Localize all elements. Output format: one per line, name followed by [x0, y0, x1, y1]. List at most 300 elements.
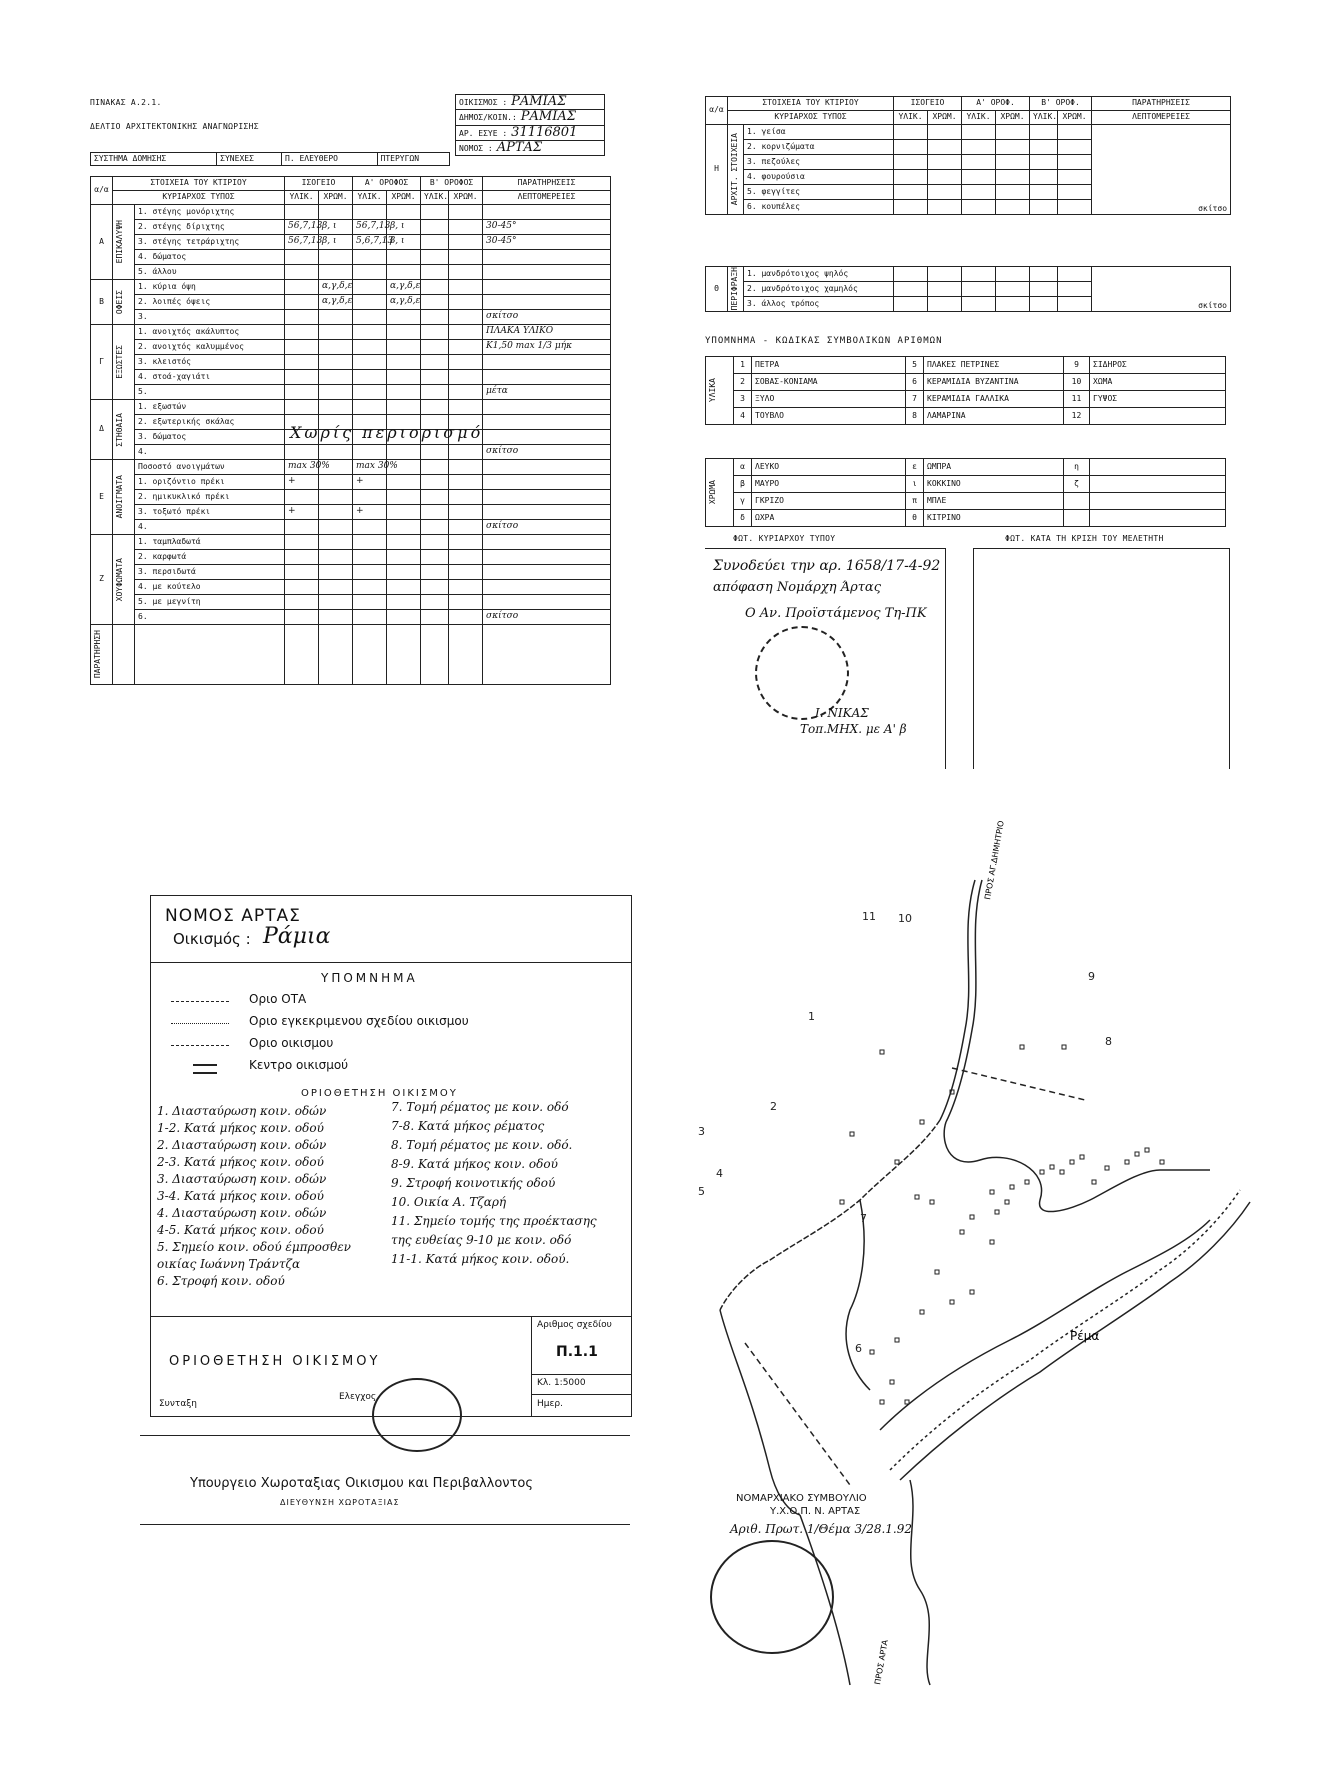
legend-text: ΜΑΥΡΟ	[752, 476, 906, 493]
row-value: Κ1,50 max 1/3 μήκ	[483, 340, 611, 355]
colors-legend	[705, 458, 1226, 527]
row-value	[483, 415, 611, 430]
form-title: ΔΕΛΤΙΟ ΑΡΧΙΤΕΚΤΟΝΙΚΗΣ ΑΝΑΓΝΩΡΙΣΗΣ	[90, 122, 259, 131]
row-value	[285, 490, 319, 505]
table-row	[91, 355, 611, 370]
row-value	[285, 400, 319, 415]
boundary-point-7: 7	[860, 1212, 867, 1225]
row-label: 3.	[135, 310, 285, 325]
row-value: α,γ,δ,ε	[319, 295, 353, 310]
info-label: ΔΗΜΟΣ/ΚΟΙΝ.:	[459, 113, 517, 123]
section-group-label: ΟΦΕΙΣ	[115, 289, 124, 315]
row-value	[421, 445, 449, 460]
info-row	[456, 140, 605, 155]
legend-code: 8	[906, 408, 924, 425]
delimitation-item: 6. Στροφή κοιν. οδού	[157, 1274, 285, 1288]
row-value: 56,7,13	[353, 220, 387, 235]
row-value	[353, 295, 387, 310]
legend-text: ΚΕΡΑΜΙΔΙΑ ΒΥΖΑΝΤΙΝΑ	[924, 374, 1064, 391]
table-row	[91, 280, 611, 295]
legend-text: ΚΙΤΡΙΝΟ	[924, 510, 1064, 527]
row-value	[421, 370, 449, 385]
row-value	[449, 265, 483, 280]
row-value	[319, 265, 353, 280]
info-value: 31116801	[511, 124, 578, 140]
table-row	[91, 295, 611, 310]
row-value	[285, 535, 319, 550]
row-value	[421, 250, 449, 265]
empty-cell	[962, 170, 996, 185]
row-label: 3. περσιδωτά	[135, 565, 285, 580]
row-value	[319, 490, 353, 505]
row-value	[387, 595, 421, 610]
house-mark	[1092, 1180, 1096, 1184]
row-value	[421, 325, 449, 340]
row-value: β, ι	[387, 220, 421, 235]
table-row	[91, 385, 611, 400]
table-row	[91, 460, 611, 475]
section-group	[113, 205, 135, 280]
road-bottom-label: ΠΡΟΣ ΑΡΤΑ	[873, 1639, 890, 1686]
row-value	[353, 370, 387, 385]
boundary-point-6: 6	[855, 1342, 862, 1355]
row-value: +	[353, 505, 387, 520]
row-value	[285, 610, 319, 625]
row-value	[421, 490, 449, 505]
legend-group-label: ΧΡΩΜΑ	[708, 480, 717, 505]
ministry-box	[140, 1435, 630, 1525]
oikismos-value: Ράμια	[263, 924, 331, 949]
delimitation-item: 3. Διασταύρωση κοιν. οδών	[157, 1172, 327, 1186]
empty-cell	[1030, 155, 1058, 170]
row-value: μέτα	[483, 385, 611, 400]
delimitation-item: 5. Σημείο κοιν. οδού έμπροσθεν	[157, 1240, 351, 1254]
empty-cell	[1058, 267, 1092, 282]
empty-cell	[996, 200, 1030, 215]
row-value	[319, 205, 353, 220]
footer-divider	[151, 1316, 631, 1317]
empty-cell	[113, 625, 135, 685]
row-value	[387, 340, 421, 355]
row-value	[483, 595, 611, 610]
empty-cell	[928, 200, 962, 215]
subcol: ΛΕΠΤΟΜΕΡΕΙΕΣ	[483, 191, 611, 205]
row-value	[449, 520, 483, 535]
empty-cell	[1030, 140, 1058, 155]
row-label: 3. τοξωτό πρέκι	[135, 505, 285, 520]
row-label: 3. άλλος τρόπος	[744, 297, 894, 312]
empty-cell	[1030, 282, 1058, 297]
row-value	[483, 370, 611, 385]
row-value	[449, 610, 483, 625]
row-value	[449, 550, 483, 565]
protocol-number: Αριθ. Πρωτ. 1/Θέμα 3/28.1.92	[730, 1522, 913, 1536]
legend-row	[706, 459, 1226, 476]
row-label: 4.	[135, 445, 285, 460]
row-value: β, ι	[319, 235, 353, 250]
subcol: ΧΡΩΜ.	[449, 191, 483, 205]
house-mark	[850, 1132, 854, 1136]
row-value	[319, 310, 353, 325]
row-label: Ποσοστό ανοιγμάτων	[135, 460, 285, 475]
table-row	[91, 340, 611, 355]
table-row	[91, 205, 611, 220]
legend-group	[706, 357, 734, 425]
legend-title: ΥΠΟΜΝΗΜΑ	[321, 971, 418, 985]
legend-approved: Οριο εγκεκριμενου σχεδίου οικισμου	[249, 1014, 469, 1028]
row-value	[387, 265, 421, 280]
row-value	[353, 325, 387, 340]
row-value	[353, 445, 387, 460]
table-row	[91, 520, 611, 535]
row-value	[285, 295, 319, 310]
legend-text: ΛΕΥΚΟ	[752, 459, 906, 476]
subcol: ΥΛΙΚ.	[421, 191, 449, 205]
house-mark	[920, 1120, 924, 1124]
boundary-point-1: 1	[808, 1010, 815, 1023]
legend-code: θ	[906, 510, 924, 527]
row-label: 1. ανοιχτός ακάλυπτος	[135, 325, 285, 340]
footer-hline	[531, 1374, 631, 1375]
empty-cell	[996, 185, 1030, 200]
row-value	[387, 580, 421, 595]
section-group-label: ΧΟΥΦΩΜΑΤΑ	[115, 557, 124, 602]
legend-code: 10	[1064, 374, 1090, 391]
boundary-point-11: 11	[862, 910, 876, 923]
table-row	[91, 310, 611, 325]
row-label: 1. κύρια όψη	[135, 280, 285, 295]
subcol: ΧΡΩΜ.	[387, 191, 421, 205]
table-row	[91, 265, 611, 280]
empty-cell	[928, 170, 962, 185]
delimitation-title: ΟΡΙΟΘΕΤΗΣΗ ΟΙΚΙΣΜΟΥ	[301, 1088, 458, 1099]
row-value	[353, 265, 387, 280]
row-value	[285, 265, 319, 280]
empty-cell	[996, 267, 1030, 282]
empty-cell	[962, 267, 996, 282]
row-value	[285, 445, 319, 460]
subcol: ΥΛΙΚ.	[285, 191, 319, 205]
row-value	[421, 280, 449, 295]
empty-cell	[962, 140, 996, 155]
house-mark	[950, 1300, 954, 1304]
section-letter: Ζ	[91, 535, 113, 625]
row-value: σκίτσο	[483, 520, 611, 535]
row-label: 4.	[135, 520, 285, 535]
row-value	[449, 310, 483, 325]
empty-cell	[1030, 267, 1058, 282]
row-value	[353, 550, 387, 565]
row-value	[285, 325, 319, 340]
legend-text: ΧΩΜΑ	[1090, 374, 1226, 391]
legend-approved-line	[171, 1023, 229, 1024]
empty-cell	[962, 297, 996, 312]
section-group-label: ΣΤΗΘΑΙΑ	[115, 412, 124, 447]
house-mark	[890, 1380, 894, 1384]
house-mark	[1135, 1152, 1139, 1156]
empty-cell	[962, 282, 996, 297]
row-value	[353, 490, 387, 505]
empty-cell	[421, 625, 449, 685]
legend-code: 11	[1064, 391, 1090, 408]
legend-text: ΚΕΡΑΜΙΔΙΑ ΓΑΛΛΙΚΑ	[924, 391, 1064, 408]
remarks-vertical	[91, 625, 113, 685]
col-elements: ΣΤΟΙΧΕΙΑ ΤΟΥ ΚΤΙΡΙΟΥ	[728, 97, 894, 111]
delimitation-list-right	[391, 1100, 627, 1271]
row-value	[319, 385, 353, 400]
row-label: 6.	[135, 610, 285, 625]
legend-text: ΣΙΔΗΡΟΣ	[1090, 357, 1226, 374]
house-mark	[870, 1350, 874, 1354]
row-value	[353, 280, 387, 295]
row-value: σκίτσο	[483, 445, 611, 460]
legend-row	[706, 408, 1226, 425]
row-label: 2. λοιπές όψεις	[135, 295, 285, 310]
table-row	[91, 325, 611, 340]
row-value	[449, 535, 483, 550]
row-value	[449, 565, 483, 580]
row-value	[387, 355, 421, 370]
row-value: σκίτσο	[483, 610, 611, 625]
row-label: 3. στέγης τετράριχτης	[135, 235, 285, 250]
legend-text: ΓΚΡΙΖΟ	[752, 493, 906, 510]
row-value	[483, 475, 611, 490]
photo-designer-label: ΦΩΤ. ΚΑΤΑ ΤΗ ΚΡΙΣΗ ΤΟΥ ΜΕΛΕΤΗΤΗ	[1005, 534, 1164, 543]
legend-text	[1090, 476, 1226, 493]
form-a21	[90, 90, 610, 810]
row-value	[483, 250, 611, 265]
empty-cell	[1058, 282, 1092, 297]
empty-cell	[1058, 200, 1092, 215]
col-aa: α/α	[91, 177, 113, 205]
house-mark	[1040, 1170, 1044, 1174]
delimitation-item: 10. Οικία Α. Τζαρή	[391, 1195, 507, 1209]
section-group	[113, 535, 135, 625]
row-value	[449, 595, 483, 610]
row-value	[319, 520, 353, 535]
table-row	[91, 550, 611, 565]
subcol: ΧΡΩΜ.	[996, 111, 1030, 125]
row-value	[421, 400, 449, 415]
signature-name: Ι. ΝΙΚΑΣ	[815, 706, 869, 720]
row-value	[449, 340, 483, 355]
row-value	[387, 610, 421, 625]
row-value	[387, 535, 421, 550]
legend-code: ι	[906, 476, 924, 493]
legend-text: ΞΥΛΟ	[752, 391, 906, 408]
empty-cell	[1030, 297, 1058, 312]
row-value	[353, 565, 387, 580]
row-value	[449, 385, 483, 400]
row-value: α,γ,δ,ε	[319, 280, 353, 295]
empty-cell	[928, 297, 962, 312]
row-value	[387, 490, 421, 505]
section-group	[113, 325, 135, 400]
row-value: α,γ,δ,ε	[387, 295, 421, 310]
house-mark	[920, 1310, 924, 1314]
row-value	[449, 505, 483, 520]
empty-cell	[928, 185, 962, 200]
info-cell	[456, 125, 605, 140]
empty-cell	[996, 282, 1030, 297]
photo-dominant-label: ΦΩΤ. ΚΥΡΙΑΡΧΟΥ ΤΥΠΟΥ	[733, 534, 836, 543]
info-value: ΑΡΤΑΣ	[496, 139, 543, 155]
row-value	[449, 460, 483, 475]
house-mark	[1160, 1160, 1164, 1164]
row-value	[421, 220, 449, 235]
delimitation-item: 2-3. Κατά μήκος κοιν. οδού	[157, 1155, 324, 1169]
legend-code: 1	[734, 357, 752, 374]
sheet-number-label: Αριθμος σχεδίου	[537, 1320, 612, 1330]
legend-text: ΠΛΑΚΕΣ ΠΕΤΡΙΝΕΣ	[924, 357, 1064, 374]
row-value	[353, 250, 387, 265]
row-value	[421, 475, 449, 490]
house-mark	[880, 1400, 884, 1404]
legend-text: ΩΧΡΑ	[752, 510, 906, 527]
handwritten-note-3: Ο Αν. Προϊστάμενος Τη-ΠΚ	[745, 606, 927, 621]
legend-code: 12	[1064, 408, 1090, 425]
building-system-row	[90, 152, 450, 166]
row-value	[285, 370, 319, 385]
house-mark	[1125, 1160, 1129, 1164]
row-value	[353, 205, 387, 220]
col-second-floor: Β' ΟΡΟΦ.	[1030, 97, 1092, 111]
house-mark	[880, 1050, 884, 1054]
empty-cell	[1058, 185, 1092, 200]
delimitation-item: 1. Διασταύρωση κοιν. οδών	[157, 1104, 327, 1118]
row-value	[319, 370, 353, 385]
row-value	[421, 265, 449, 280]
row-value	[421, 355, 449, 370]
row-label: 1. οριζόντιο πρέκι	[135, 475, 285, 490]
row-label: 1. μανδρότοιχος ψηλός	[744, 267, 894, 282]
date-label: Ημερ.	[537, 1399, 563, 1409]
legend-code: 3	[734, 391, 752, 408]
row-value	[387, 505, 421, 520]
row-value	[483, 580, 611, 595]
row-value	[421, 595, 449, 610]
legend-code: 5	[906, 357, 924, 374]
house-mark	[1025, 1180, 1029, 1184]
row-value	[421, 340, 449, 355]
signature-title: Τοπ.ΜΗΧ. με Α' β	[800, 722, 907, 736]
row-value	[483, 505, 611, 520]
row-value	[483, 400, 611, 415]
legend-code: 4	[734, 408, 752, 425]
row-value	[483, 355, 611, 370]
empty-cell	[353, 625, 387, 685]
house-mark	[895, 1338, 899, 1342]
legend-code: 2	[734, 374, 752, 391]
row-value	[387, 520, 421, 535]
row-value	[483, 535, 611, 550]
row-value	[387, 550, 421, 565]
row-value	[319, 250, 353, 265]
row-label: 2. μανδρότοιχος χαμηλός	[744, 282, 894, 297]
row-value	[285, 580, 319, 595]
empty-cell	[962, 155, 996, 170]
delimitation-item: 4. Διασταύρωση κοιν. οδών	[157, 1206, 327, 1220]
table-row	[91, 610, 611, 625]
legend-settlement-line	[171, 1045, 229, 1046]
legend-code: γ	[734, 493, 752, 510]
row-label: 1. στέγης μονόριχτης	[135, 205, 285, 220]
row-value	[421, 550, 449, 565]
row-value	[449, 325, 483, 340]
row-value	[353, 580, 387, 595]
row-value	[421, 295, 449, 310]
row-label: 2. καρφωτά	[135, 550, 285, 565]
row-label: 4. δώματος	[135, 250, 285, 265]
remarks-row	[91, 625, 611, 685]
row-label: 3. δώματος	[135, 430, 285, 445]
footer-title: ΟΡΙΟΘΕΤΗΣΗ ΟΙΚΙΣΜΟΥ	[169, 1354, 381, 1369]
table-row	[91, 250, 611, 265]
delimitation-item: οικίας Ιωάννη Τράντζα	[157, 1257, 301, 1271]
row-value	[319, 595, 353, 610]
row-value	[421, 505, 449, 520]
info-label: ΝΟΜΟΣ :	[459, 143, 493, 153]
row-label: 5. με μεγνίτη	[135, 595, 285, 610]
legend-text: ΠΕΤΡΑ	[752, 357, 906, 374]
subcol: ΧΡΩΜ.	[319, 191, 353, 205]
table-row	[91, 475, 611, 490]
legend-code: α	[734, 459, 752, 476]
council-stamp	[710, 1540, 834, 1654]
boundary-point-9: 9	[1088, 970, 1095, 983]
row-value	[421, 385, 449, 400]
legend-group	[706, 459, 734, 527]
legend-code: ζ	[1064, 476, 1090, 493]
stream-label: Ρέμα	[1070, 1329, 1100, 1343]
section-group	[728, 125, 744, 215]
row-value: max 30%	[285, 460, 319, 475]
building-system-cell: ΠΤΕΡΥΓΩΝ	[377, 153, 450, 166]
table-row	[706, 267, 1231, 282]
ministry-name: Υπουργειο Χωροταξιας Οικισμου και Περιβαλλοντος	[190, 1476, 533, 1491]
row-label: 4. στοά-χαγιάτι	[135, 370, 285, 385]
row-label: 5.	[135, 385, 285, 400]
col-ground: ΙΣΟΓΕΙΟ	[894, 97, 962, 111]
sketch-note: σκίτσο	[1198, 204, 1228, 214]
section-letter: Α	[91, 205, 113, 280]
row-label: 6. κουπέλες	[744, 200, 894, 215]
row-value	[483, 490, 611, 505]
empty-cell	[1058, 170, 1092, 185]
delimitation-item: 9. Στροφή κοινοτικής οδού	[391, 1176, 556, 1190]
delimitation-item: 11. Σημείο τομής της προέκτασης	[391, 1214, 597, 1228]
row-value	[285, 310, 319, 325]
col-dominant-type: ΚΥΡΙΑΡΧΟΣ ΤΥΠΟΣ	[113, 191, 285, 205]
row-value	[319, 610, 353, 625]
section-letter: Θ	[706, 267, 728, 312]
legend-code	[1064, 493, 1090, 510]
boundary-point-10: 10	[898, 912, 912, 925]
empty-cell	[387, 625, 421, 685]
house-mark	[895, 1160, 899, 1164]
row-value	[449, 205, 483, 220]
row-value	[319, 535, 353, 550]
table-row	[91, 595, 611, 610]
table-row	[706, 125, 1231, 140]
legend-row	[706, 357, 1226, 374]
subcol: ΥΛΙΚ.	[1030, 111, 1058, 125]
settlement-info-box	[455, 94, 605, 156]
empty-cell	[928, 140, 962, 155]
legend-row	[706, 476, 1226, 493]
delimitation-item: 7. Τομή ρέματος με κοιν. οδό	[391, 1100, 569, 1114]
empty-cell	[449, 625, 483, 685]
